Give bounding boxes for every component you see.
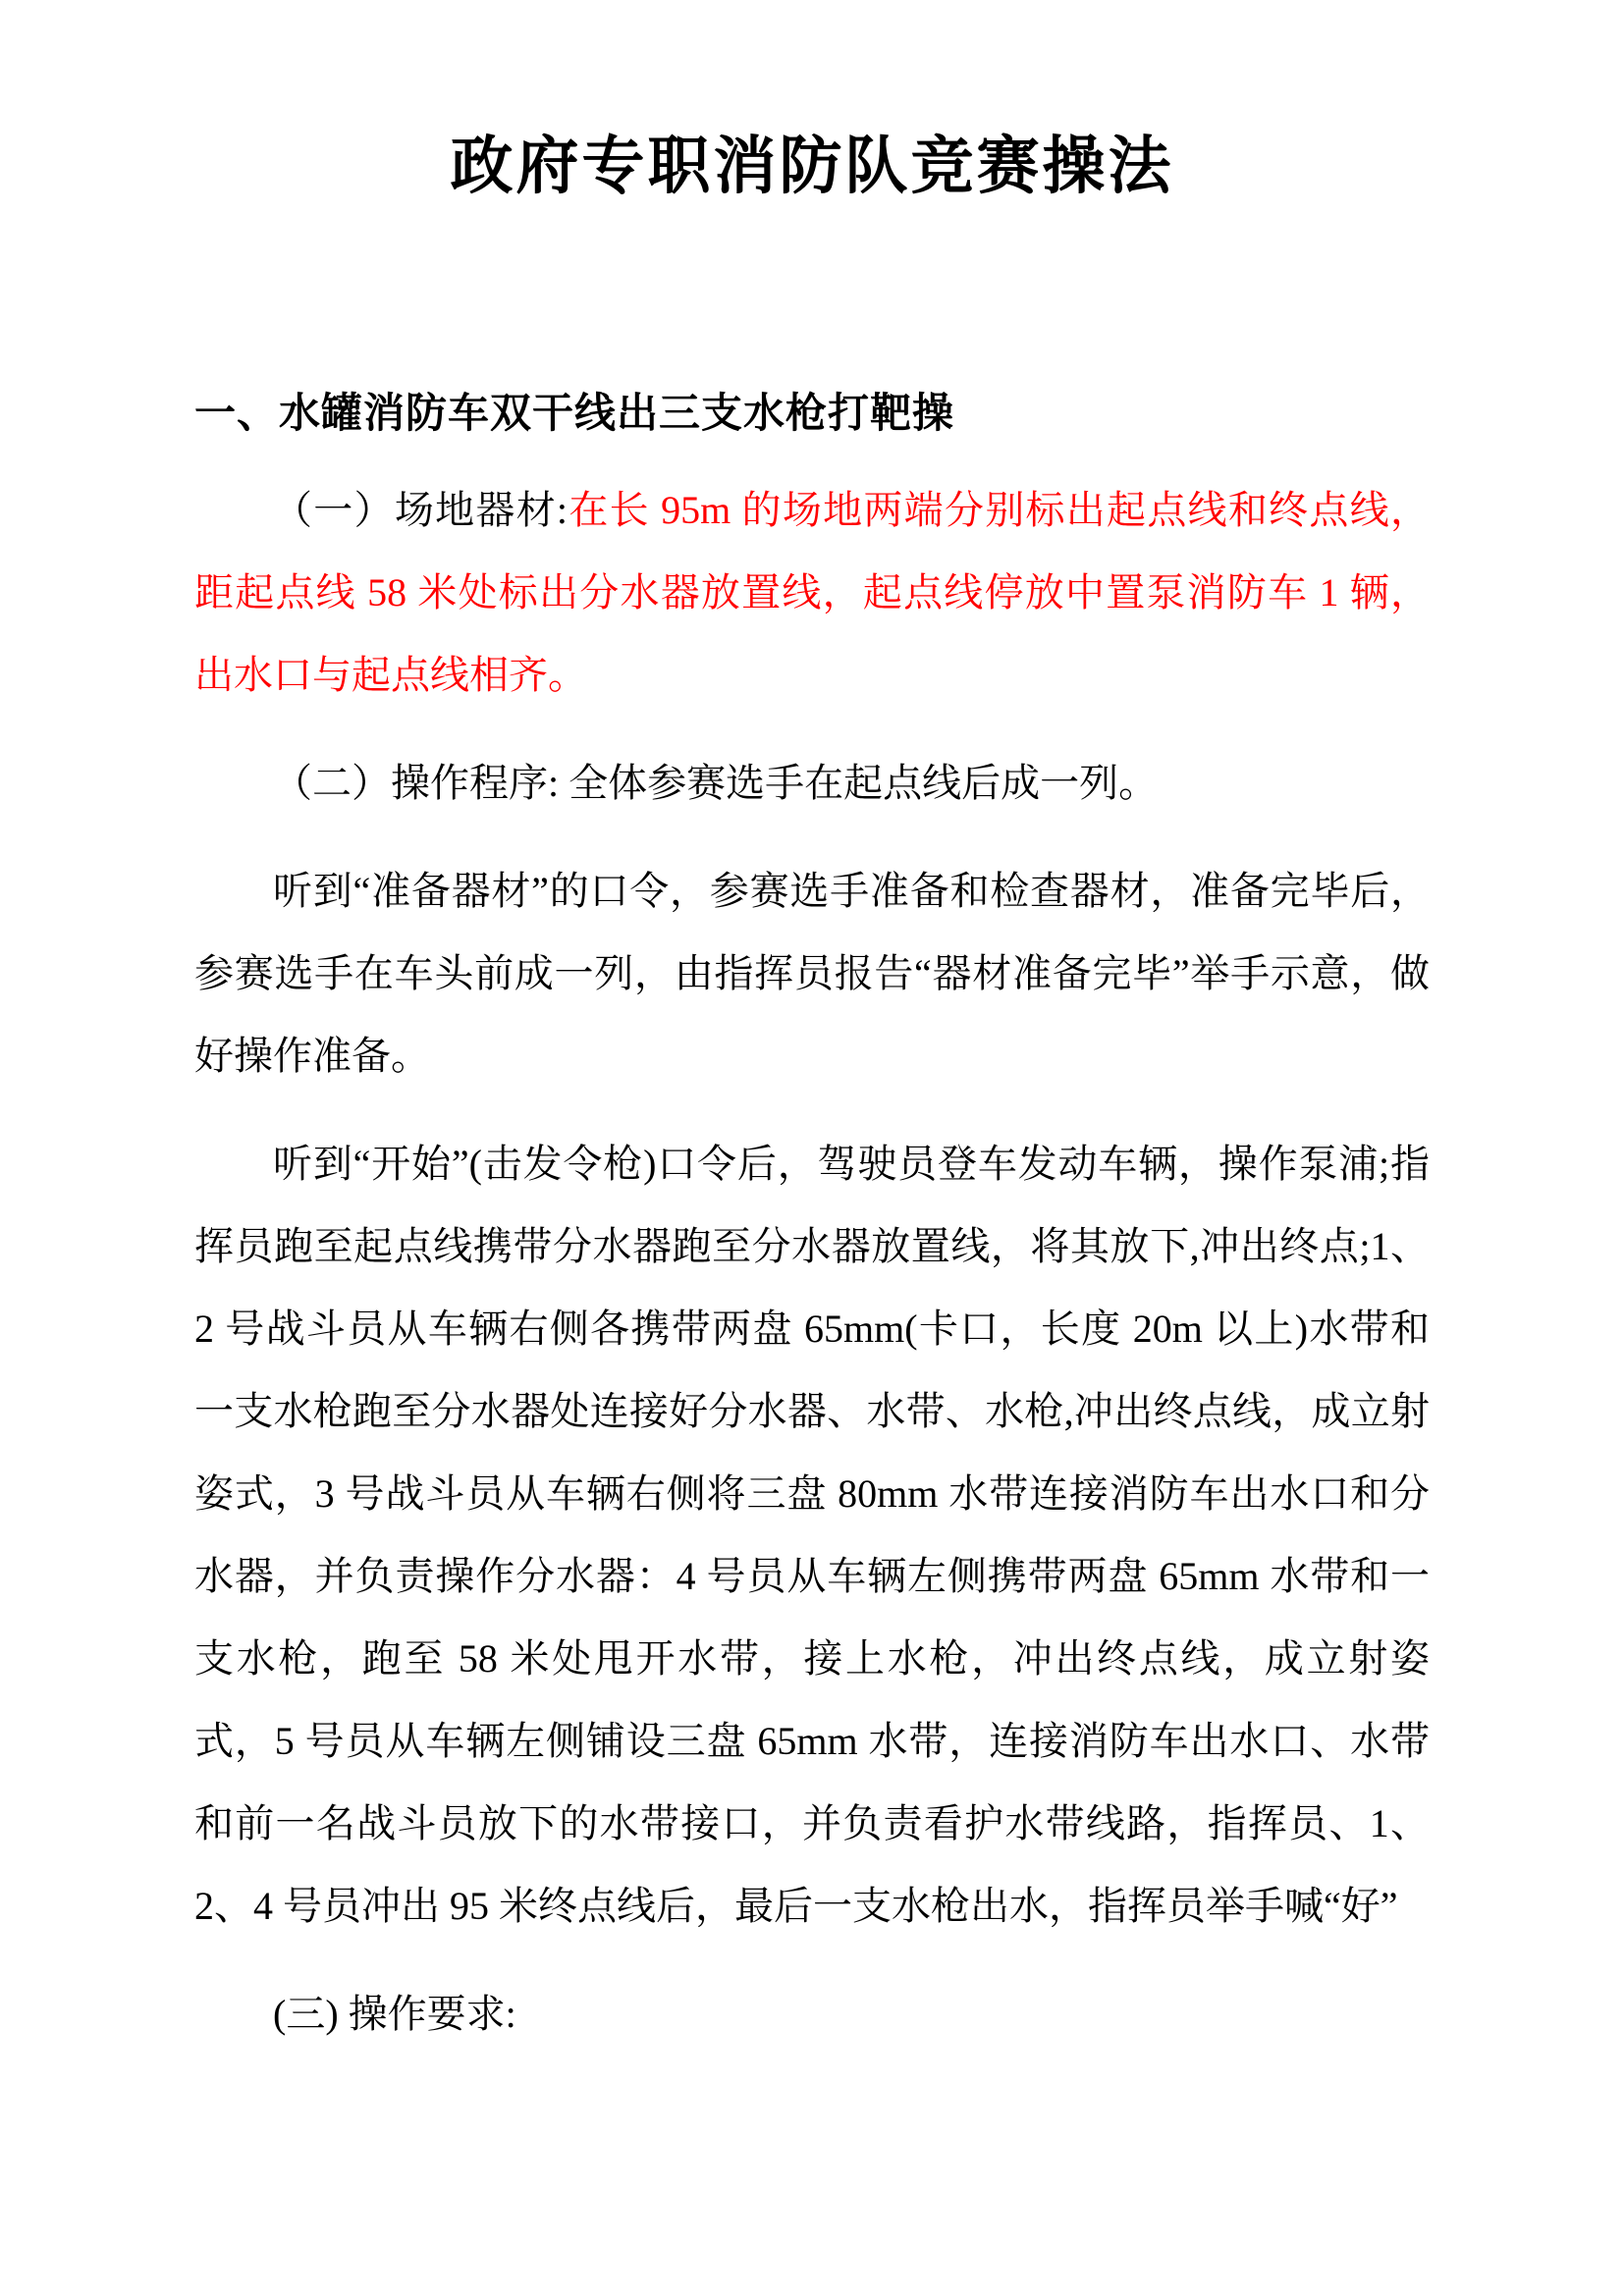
document-title: 政府专职消防队竞赛操法 (450, 131, 1174, 201)
paragraph-venue-equipment-label: （一）场地器材: (273, 488, 568, 532)
paragraph-operation-requirements: (三) 操作要求: (273, 1992, 516, 2036)
paragraph-venue-equipment (194, 469, 1430, 717)
paragraph-start-command: 听到“开始”(击发令枪)口令后，驾驶员登车发动车辆，操作泵浦;指挥员跑至起点线携带分水器跑至分水器放置线，将其放下,冲出终点;1、2 号战斗员从车辆右侧各携带两盘 65mm(卡口，长度 20m 以上)水带和一支水枪跑至分水器处连接好分水器、水带、水枪,冲出终点线，成立射姿式，3 号战斗员从车辆右侧将三盘 80mm 水带连接消防车出水口和分水器，并负责操作分水器：4 号员从车辆左侧携带两盘 65mm 水带和一支水枪，跑至 58 米处甩开水带，接上水枪，冲出终点线，成立射姿式，5 号员从车辆左侧铺设三盘 65mm 水带，连接消防车出水口、水带和前一名战斗员放下的水带接口，并负责看护水带线路，指挥员、1、2、4 号员冲出 95 米终点线后，最后一支水枪出水，指挥员举手喊“好” (194, 1142, 1430, 1928)
paragraph-prepare-equipment: 听到“准备器材”的口令，参赛选手准备和检查器材，准备完毕后，参赛选手在车头前成一列，由指挥员报告“器材准备完毕”举手示意，做好操作准备。 (194, 869, 1430, 1078)
paragraph-venue-equipment-red-text: 在长 95m 的场地两端分别标出起点线和终点线，距起点线 58 米处标出分水器放置线，起点线停放中置泵消防车 1 辆，出水口与起点线相齐。 (194, 488, 1430, 697)
paragraph-operating-procedure: （二）操作程序: 全体参赛选手在起点线后成一列。 (273, 761, 1159, 805)
section-heading: 一、水罐消防车双干线出三支水枪打靶操 (194, 390, 955, 436)
